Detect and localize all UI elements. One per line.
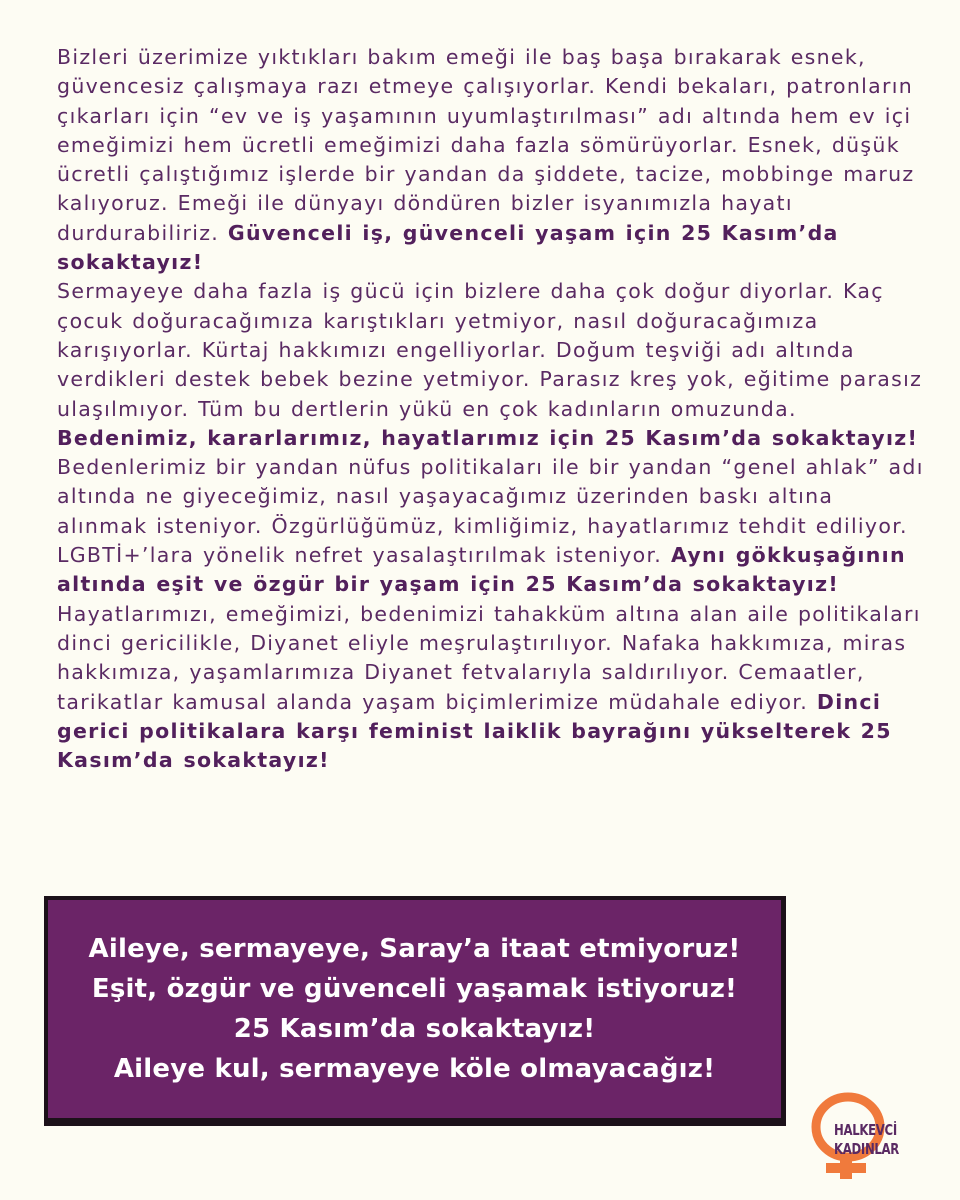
paragraph-slogan: Aynı gökkuşağının altında eşit ve özgür bir yaşam için 25 Kasım’da sokaktayız! (57, 543, 906, 597)
paragraph-labor (57, 43, 927, 277)
banner-slogan-4: Aileye kul, sermayeye köle olmayacağız! (113, 1054, 716, 1084)
halkevci-kadinlar-logo (800, 1085, 930, 1185)
paragraph-slogan: Güvenceli iş, güvenceli yaşam için 25 Kasım’da sokaktayız! (57, 220, 839, 275)
paragraph-text: Sermayeye daha fazla iş gücü için bizlere daha çok doğur diyorlar. Kaç çocuk doğuracağımıza karıştıkları yetmiyor, nasıl doğuracağımıza karışıyorlar. Kürtaj hakkımızı engelliyorlar. Doğum teşviği adı altında verdikleri destek bebek bezine yetmiyor. Parasız kreş yok, eğitime parasız ulaşılmıyor. Tüm bu dertlerin yükü en çok kadınların omuzunda. (57, 279, 923, 421)
banner-slogan-2: Eşit, özgür ve güvenceli yaşamak istiyoruz! (91, 974, 738, 1004)
logo-text-line2: KADINLAR (834, 1140, 900, 1158)
paragraph-body-decisions (57, 277, 927, 453)
banner-slogan-3: 25 Kasım’da sokaktayız! (233, 1014, 596, 1044)
banner-slogan-1: Aileye, sermayeye, Saray’a itaat etmiyoruz! (88, 934, 741, 964)
paragraph-text: Bizleri üzerimize yıktıkları bakım emeği ile baş başa bırakarak esnek, güvencesiz çalışmaya razı etmeye çalışıyorlar. Kendi bekaları, patronların çıkarları için “ev ve iş yaşamının uyumlaştırılması” adı altında hem ev içi emeğimizi hem ücretli emeğimizi daha fazla sömürüyorlar. Esnek, düşük ücretli çalıştığımız işlerde bir yandan da şiddete, tacize, mobbinge maruz kalıyoruz. Emeği ile dünyayı döndüren bizler isyanımızla hayatı durdurabiliriz. (57, 45, 915, 245)
paragraph-freedom (57, 453, 927, 599)
logo-text-line1: HALKEVCİ (834, 1121, 897, 1139)
paragraph-text: Hayatlarımızı, emeğimizi, bedenimizi tahakküm altına alan aile politikaları dinci gericilikle, Diyanet eliyle meşrulaştırılıyor. Nafaka hakkımıza, miras hakkımıza, yaşamlarımıza Diyanet fetvalarıyla saldırılıyor. Cemaatler, tarikatlar kamusal alanda yaşam biçimlerimize müdahale ediyor. (57, 601, 921, 714)
paragraph-secularism (57, 600, 927, 776)
paragraph-slogan: Dinci gerici politikalara karşı feminist laiklik bayrağını yükselterek 25 Kasım’da sokaktayız! (57, 689, 892, 773)
paragraph-slogan: Bedenimiz, kararlarımız, hayatlarımız için 25 Kasım’da sokaktayız! (57, 425, 919, 450)
slogan-banner (48, 900, 781, 1118)
article-body (57, 43, 927, 775)
paragraph-text: Bedenlerimiz bir yandan nüfus politikaları ile bir yandan “genel ahlak” adı altında ne giyeceğimiz, nasıl yaşayacağımız üzerinden baskı altına alınmak isteniyor. Özgürlüğümüz, kimliğimiz, hayatlarımız tehdit ediliyor. LGBTİ+’lara yönelik nefret yasalaştırılmak isteniyor. (57, 455, 924, 568)
